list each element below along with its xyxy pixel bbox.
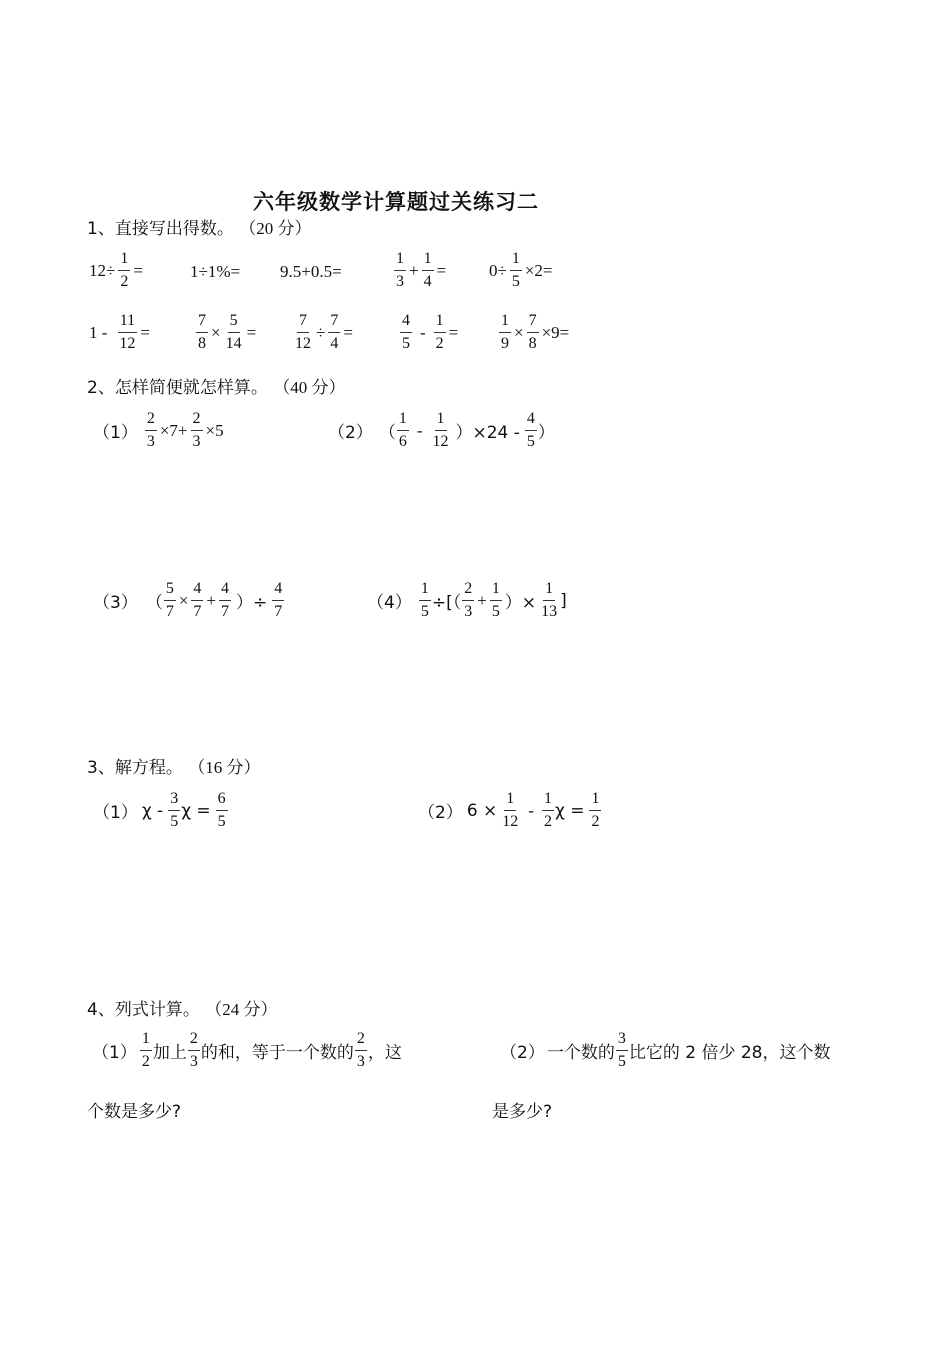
fraction <box>224 312 244 354</box>
open-paren: （ <box>145 593 163 614</box>
numerator: 4 <box>272 580 284 601</box>
numerator: 3 <box>616 1030 628 1051</box>
close-paren: ） <box>537 423 555 444</box>
numerator: 1 <box>542 790 554 811</box>
operator: + <box>477 590 487 610</box>
problem-text: 一个数的 <box>546 1043 615 1064</box>
numerator: 1 <box>504 790 516 811</box>
problem-label: （1） <box>93 803 138 824</box>
s3-problem-1 <box>93 790 229 832</box>
fraction <box>499 312 511 354</box>
operator: ×5 <box>205 420 224 440</box>
denominator: 5 <box>170 813 179 831</box>
operator: × <box>178 590 189 610</box>
section-2-heading <box>87 373 345 398</box>
section-1-heading <box>87 214 311 239</box>
denominator: 3 <box>189 1053 198 1071</box>
numerator: 1 <box>422 250 434 271</box>
problem-label: （3） <box>93 593 138 614</box>
fraction <box>616 1030 628 1072</box>
section-4-title: 4、列式计算。 <box>87 1000 200 1020</box>
s2-problem-4 <box>367 580 567 622</box>
s1-r2-d <box>399 312 460 354</box>
section-2-score: （40 分） <box>273 378 346 397</box>
s1-r1-a-post: = <box>133 260 143 280</box>
operator: - <box>420 322 426 342</box>
s1-r2-c <box>292 312 355 354</box>
fraction <box>216 790 228 832</box>
open-paren: （ <box>378 423 396 444</box>
denominator: 6 <box>398 433 407 451</box>
operator: ）×24 - <box>455 423 520 444</box>
denominator: 5 <box>491 603 500 621</box>
denominator: 8 <box>198 335 206 353</box>
fraction <box>510 250 522 292</box>
problem-label: （1） <box>92 1043 137 1064</box>
section-2-title: 2、怎样简便就怎样算。 <box>87 378 268 398</box>
fraction <box>196 312 208 354</box>
fraction <box>328 312 340 354</box>
section-1-title: 1、直接写出得数。 <box>87 219 234 239</box>
fraction <box>355 1030 367 1072</box>
fraction <box>397 410 409 452</box>
denominator: 2 <box>141 1053 150 1071</box>
s2-problem-1 <box>93 410 226 452</box>
denominator: 2 <box>591 813 600 831</box>
fraction <box>272 580 284 622</box>
fraction <box>118 250 130 292</box>
denominator: 2 <box>543 813 552 831</box>
problem-label: （2） <box>328 423 373 444</box>
denominator: 3 <box>146 433 155 451</box>
operator: ×7+ <box>159 420 188 440</box>
fraction <box>589 790 601 832</box>
denominator: 7 <box>165 603 174 621</box>
denominator: 7 <box>193 603 202 621</box>
operator: 6 × <box>466 800 498 821</box>
variable: χ - <box>141 800 164 821</box>
numerator: 1 <box>435 410 447 431</box>
numerator: 4 <box>525 410 537 431</box>
numerator: 7 <box>297 312 309 333</box>
numerator: 11 <box>118 312 137 333</box>
numerator: 7 <box>328 312 340 333</box>
s1-r2-a <box>87 312 152 354</box>
section-1-score: （20 分） <box>239 219 312 238</box>
s1-r1-a <box>87 250 145 292</box>
numerator: 5 <box>228 312 240 333</box>
section-3-heading <box>87 753 260 778</box>
fraction <box>500 790 520 832</box>
problem-text: 比它的 2 倍少 28，这个数 <box>628 1043 831 1064</box>
numerator: 1 <box>397 410 409 431</box>
denominator: 7 <box>221 603 230 621</box>
equals: = <box>140 322 151 342</box>
s1-r2-b <box>195 312 258 354</box>
numerator: 4 <box>191 580 203 601</box>
operator: + <box>206 590 217 610</box>
fraction <box>140 1030 152 1072</box>
operator: × <box>211 322 221 342</box>
denominator: 5 <box>217 813 226 831</box>
operator: ÷ <box>316 322 326 342</box>
numerator: 6 <box>216 790 228 811</box>
fraction <box>394 250 406 292</box>
s3-problem-2 <box>418 790 602 832</box>
s4-problem-2-line-1 <box>500 1030 831 1072</box>
s1-r1-d <box>393 250 448 292</box>
fraction <box>145 410 157 452</box>
s1-r1-e <box>487 250 555 292</box>
numerator: 5 <box>164 580 176 601</box>
denominator: 12 <box>295 335 311 353</box>
s2-problem-3 <box>93 580 285 622</box>
fraction <box>434 312 446 354</box>
fraction <box>168 790 180 832</box>
denominator: 4 <box>330 335 339 353</box>
denominator: 3 <box>464 603 473 621</box>
equals: = <box>448 322 459 342</box>
numerator: 1 <box>118 250 130 271</box>
variable: χ = <box>181 800 211 821</box>
fraction <box>527 312 539 354</box>
equals: = <box>436 260 447 280</box>
problem-label: （2） <box>418 803 463 824</box>
fraction <box>462 580 474 622</box>
numerator: 2 <box>355 1030 367 1051</box>
equals: = <box>246 322 257 342</box>
variable: χ = <box>554 800 585 821</box>
denominator: 2 <box>435 335 444 353</box>
fraction <box>191 580 203 622</box>
numerator: 4 <box>400 312 412 333</box>
s1-r2-e <box>498 312 571 354</box>
s1-r2-a-pre: 1 - <box>89 322 108 342</box>
numerator: 4 <box>219 580 231 601</box>
numerator: 1 <box>394 250 406 271</box>
operator: ÷[（ <box>431 593 462 614</box>
fraction <box>117 312 137 354</box>
s1-r1-a-pre: 12÷ <box>89 260 116 280</box>
numerator: 1 <box>490 580 502 601</box>
denominator: 7 <box>274 603 283 621</box>
s1-r1-b: 1÷1%= <box>190 262 241 281</box>
section-4-heading <box>87 995 277 1020</box>
s1-r1-c: 9.5+0.5= <box>280 262 342 281</box>
operator: ）÷ <box>236 593 268 614</box>
denominator: 5 <box>402 335 410 353</box>
denominator: 4 <box>423 273 432 291</box>
fraction <box>525 410 537 452</box>
denominator: 5 <box>420 603 429 621</box>
problem-label: （1） <box>93 423 138 444</box>
operator: × <box>514 322 524 342</box>
numerator: 1 <box>543 580 555 601</box>
fraction <box>293 312 313 354</box>
denominator: 14 <box>225 335 242 353</box>
s4-problem-1-line-2: 个数是多少? <box>87 1102 182 1122</box>
section-3-score: （16 分） <box>188 758 261 777</box>
numerator: 1 <box>434 312 446 333</box>
close-bracket: ] <box>560 590 567 611</box>
numerator: 2 <box>145 410 157 431</box>
fraction <box>539 580 559 622</box>
fraction <box>419 580 431 622</box>
s4-problem-2-line-2: 是多少? <box>492 1102 553 1122</box>
denominator: 3 <box>396 273 404 291</box>
fraction <box>191 410 203 452</box>
s2-problem-2 <box>328 410 555 452</box>
equals: = <box>343 322 353 342</box>
denominator: 12 <box>502 813 519 831</box>
denominator: 12 <box>119 335 136 353</box>
numerator: 1 <box>589 790 601 811</box>
section-3-title: 3、解方程。 <box>87 758 183 778</box>
operator: - <box>528 800 534 820</box>
problem-label: （4） <box>367 593 412 614</box>
fraction <box>422 250 434 292</box>
problem-text: 加上 <box>152 1043 187 1064</box>
problem-text: ，这 <box>367 1043 402 1064</box>
denominator: 12 <box>432 433 449 451</box>
fraction <box>490 580 502 622</box>
fraction <box>188 1030 200 1072</box>
denominator: 9 <box>501 335 509 353</box>
denominator: 13 <box>541 603 558 621</box>
numerator: 2 <box>191 410 203 431</box>
s1-r1-e-pre: 0÷ <box>489 260 507 280</box>
denominator: 5 <box>511 273 520 291</box>
s1-r1-e-post: ×2= <box>524 260 553 280</box>
fraction <box>542 790 554 832</box>
fraction <box>400 312 412 354</box>
denominator: 5 <box>617 1053 626 1071</box>
numerator: 1 <box>140 1030 152 1051</box>
operator: + <box>409 260 419 280</box>
denominator: 3 <box>192 433 201 451</box>
numerator: 2 <box>462 580 474 601</box>
denominator: 5 <box>526 433 535 451</box>
operator: - <box>416 420 423 440</box>
problem-label: （2） <box>500 1043 545 1064</box>
fraction <box>219 580 231 622</box>
numerator: 7 <box>196 312 208 333</box>
s1-r2-e-post: ×9= <box>541 322 570 342</box>
numerator: 3 <box>168 790 180 811</box>
fraction <box>164 580 176 622</box>
fraction <box>431 410 451 452</box>
problem-text: 的和，等于一个数的 <box>200 1043 354 1064</box>
numerator: 1 <box>510 250 522 271</box>
numerator: 2 <box>188 1030 200 1051</box>
numerator: 1 <box>419 580 431 601</box>
s4-problem-1-line-1 <box>92 1030 402 1072</box>
numerator: 1 <box>499 312 511 333</box>
numerator: 7 <box>527 312 539 333</box>
denominator: 2 <box>120 273 129 291</box>
page-title: 六年级数学计算题过关练习二 <box>253 190 539 214</box>
operator: ）× <box>504 593 537 614</box>
denominator: 3 <box>356 1053 365 1071</box>
denominator: 8 <box>528 335 537 353</box>
section-4-score: （24 分） <box>205 1000 278 1019</box>
